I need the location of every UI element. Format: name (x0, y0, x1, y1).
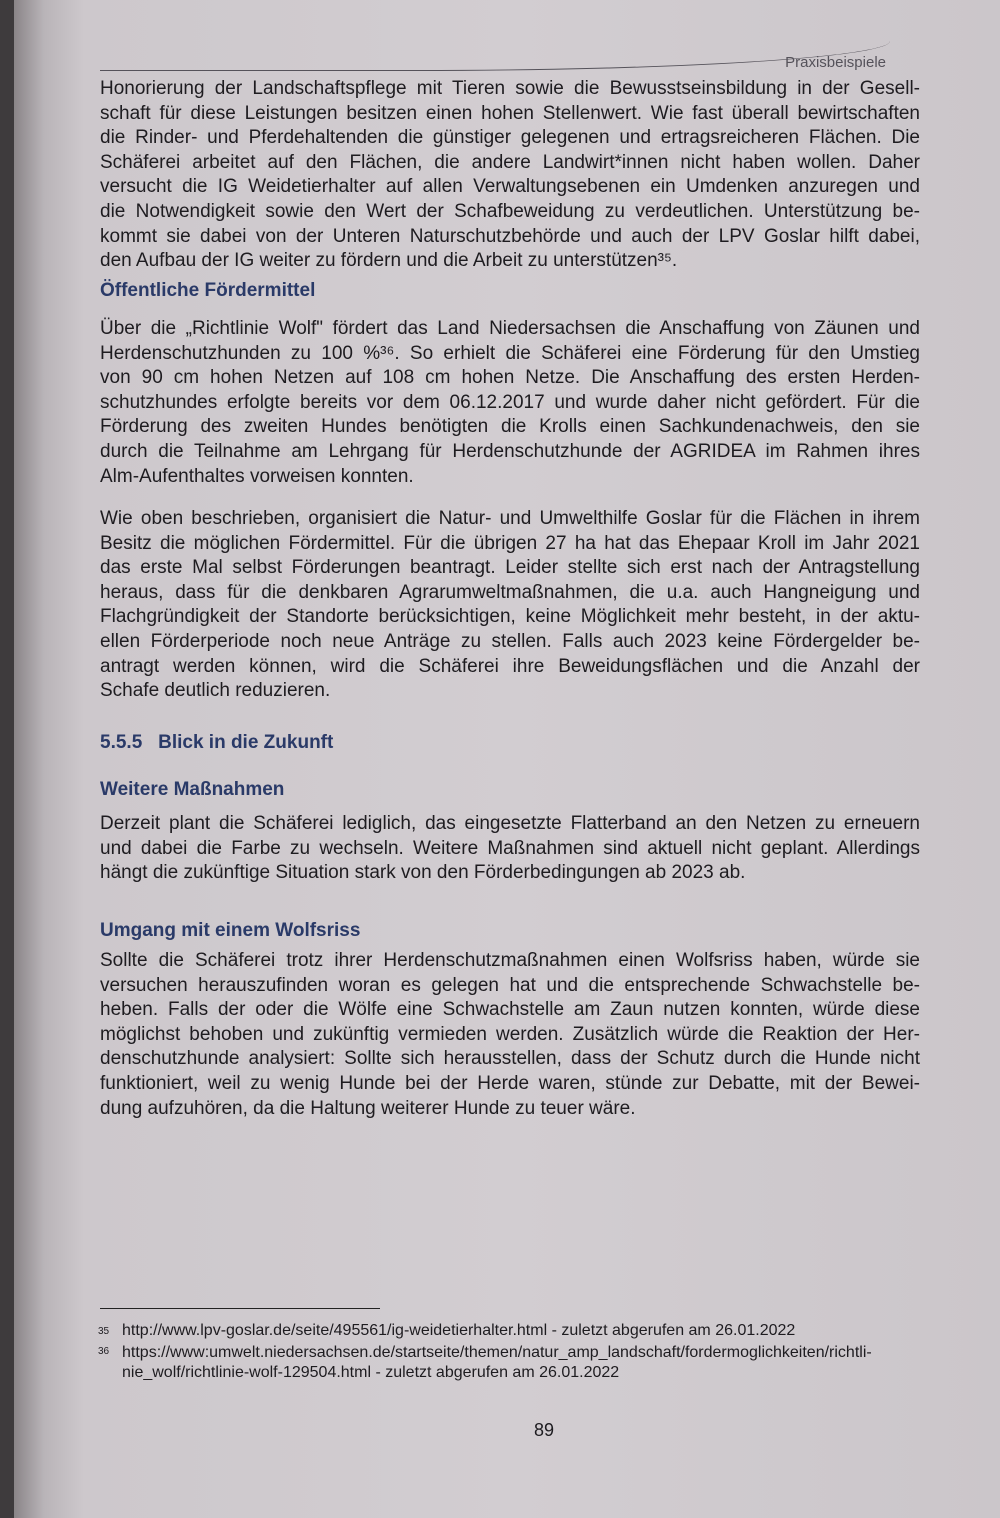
text-line: das erste Mal selbst Förderungen beantragt. Leider stellte sich erst nach der Antragstellung (100, 557, 920, 579)
text-line: Flachgründigkeit der Standorte berücksichtigen, keine Möglichkeit mehr besteht, in der aktu- (100, 606, 920, 628)
page-number: 89 (534, 1420, 555, 1440)
text-line: kommt sie dabei von der Unteren Naturschutzbehörde und auch der LPV Goslar hilft dabei, (100, 225, 920, 247)
book-spine-shadow (0, 0, 14, 1518)
footnote-line: https://www:umwelt.niedersachsen.de/startseite/themen/natur_amp_landschaft/fordermoglichkeiten/richtli- (122, 1344, 872, 1361)
heading-massnahmen: Weitere Maßnahmen (100, 779, 285, 800)
heading-foerdermittel: Öffentliche Fördermittel (100, 280, 316, 301)
text-line: durch die Teilnahme am Lehrgang für Herdenschutzhunde der AGRIDEA im Rahmen ihres (100, 441, 920, 462)
text-line: die Notwendigkeit sowie den Wert der Schafbeweidung zu verdeutlichen. Unterstützung be- (100, 201, 920, 222)
text-line: Wie oben beschrieben, organisiert die Natur- und Umwelthilfe Goslar für die Flächen in ihrem (100, 508, 920, 529)
footnote-number: 36 (98, 1346, 110, 1357)
text-line: ellen Förderperiode noch neue Anträge zu stellen. Falls auch 2023 keine Fördergelder be- (100, 631, 920, 652)
footnote-number: 35 (98, 1326, 110, 1337)
footnote-rule (100, 1308, 380, 1309)
text-line: die Rinder- und Pferdehaltenden die günstiger gelegenen und ertragsreicheren Flächen. Die (100, 127, 920, 149)
footnote-line: http://www.lpv-goslar.de/seite/495561/ig-weidetierhalter.html - zuletzt abgerufen am 26.01.2022 (122, 1322, 796, 1339)
text-line: heben. Falls der oder die Wölfe eine Schwachstelle am Zaun nutzen konnten, würde diese (100, 999, 920, 1021)
text-line: funktioniert, weil zu wenig Hunde bei der Herde waren, stünde zur Debatte, mit der Bewei- (100, 1073, 920, 1094)
text-line: versuchen herauszufinden woran es gelegen hat und die entsprechende Schwachstelle be- (100, 974, 920, 996)
text-line: Förderung des zweiten Hundes benötigten die Krolls einen Sachkundenachweis, den sie (100, 416, 920, 438)
text-line: heraus, dass für die denkbaren Agrarumweltmaßnahmen, die u.a. auch Hangneigung und (100, 581, 920, 603)
text-line: schutzhundes erfolgte bereits vor dem 06.12.2017 und wurde daher nicht gefördert. Für die (100, 391, 920, 413)
running-title: Praxisbeispiele (785, 54, 886, 71)
text-line: Schäferei arbeitet auf den Flächen, die andere Landwirt*innen nicht haben wollen. Daher (100, 151, 920, 173)
text-line: denschutzhunde analysiert: Sollte sich herausstellen, dass der Schutz durch die Hunde nicht (100, 1048, 920, 1070)
text-line: Honorierung der Landschaftspflege mit Tieren sowie die Bewusstseinsbildung in der Gesell- (100, 78, 920, 99)
section-heading: 5.5.5 Blick in die Zukunft (100, 732, 334, 753)
text-line: Über die „Richtlinie Wolf" fördert das Land Niedersachsen die Anschaffung von Zäunen und (100, 318, 920, 339)
text-line: Herdenschutzhunden zu 100 %³⁶. So erhielt die Schäferei eine Förderung für den Umstieg (100, 342, 920, 364)
text-line: Schafe deutlich reduzieren. (100, 680, 331, 702)
text-line: Sollte die Schäferei trotz ihrer Herdenschutzmaßnahmen einen Wolfsriss haben, würde sie (100, 950, 920, 971)
text-line: hängt die zukünftige Situation stark von den Förderbedingungen ab 2023 ab. (100, 862, 746, 884)
text-line: dung aufzuhören, da die Haltung weiterer Hunde zu teuer wäre. (100, 1097, 636, 1119)
footnote-line: nie_wolf/richtlinie-wolf-129504.html - zuletzt abgerufen am 26.01.2022 (122, 1364, 620, 1381)
text-line: antragt werden können, wird die Schäferei ihre Beweidungsflächen und die Anzahl der (100, 655, 920, 677)
heading-wolfsriss: Umgang mit einem Wolfsriss (100, 920, 361, 941)
text-line: den Aufbau der IG weiter zu fördern und die Arbeit zu unterstützen³⁵. (100, 250, 678, 272)
text-line: Besitz die möglichen Fördermittel. Für die übrigen 27 ha hat das Ehepaar Kroll im Jahr 2021 (100, 532, 920, 554)
text-line: von 90 cm hohen Netzen auf 108 cm hohen Netze. Die Anschaffung des ersten Herden- (100, 367, 920, 389)
text-line: versucht die IG Weidetierhalter auf allen Verwaltungsebenen ein Umdenken anzuregen und (100, 176, 920, 198)
text-line: und dabei die Farbe zu wechseln. Weitere Maßnahmen sind aktuell nicht geplant. Allerdings (100, 837, 920, 859)
text-line: schaft für diese Leistungen besitzen einen hohen Stellenwert. Wie fast überall bewirtschaften (100, 102, 920, 124)
text-line: möglichst behoben und zukünftig vermieden werden. Zusätzlich würde die Reaktion der Her- (100, 1023, 920, 1045)
text-line: Alm-Aufenthaltes vorweisen konnten. (100, 465, 414, 487)
text-line: Derzeit plant die Schäferei lediglich, das eingesetzte Flatterband an den Netzen zu erneuern (100, 813, 920, 834)
